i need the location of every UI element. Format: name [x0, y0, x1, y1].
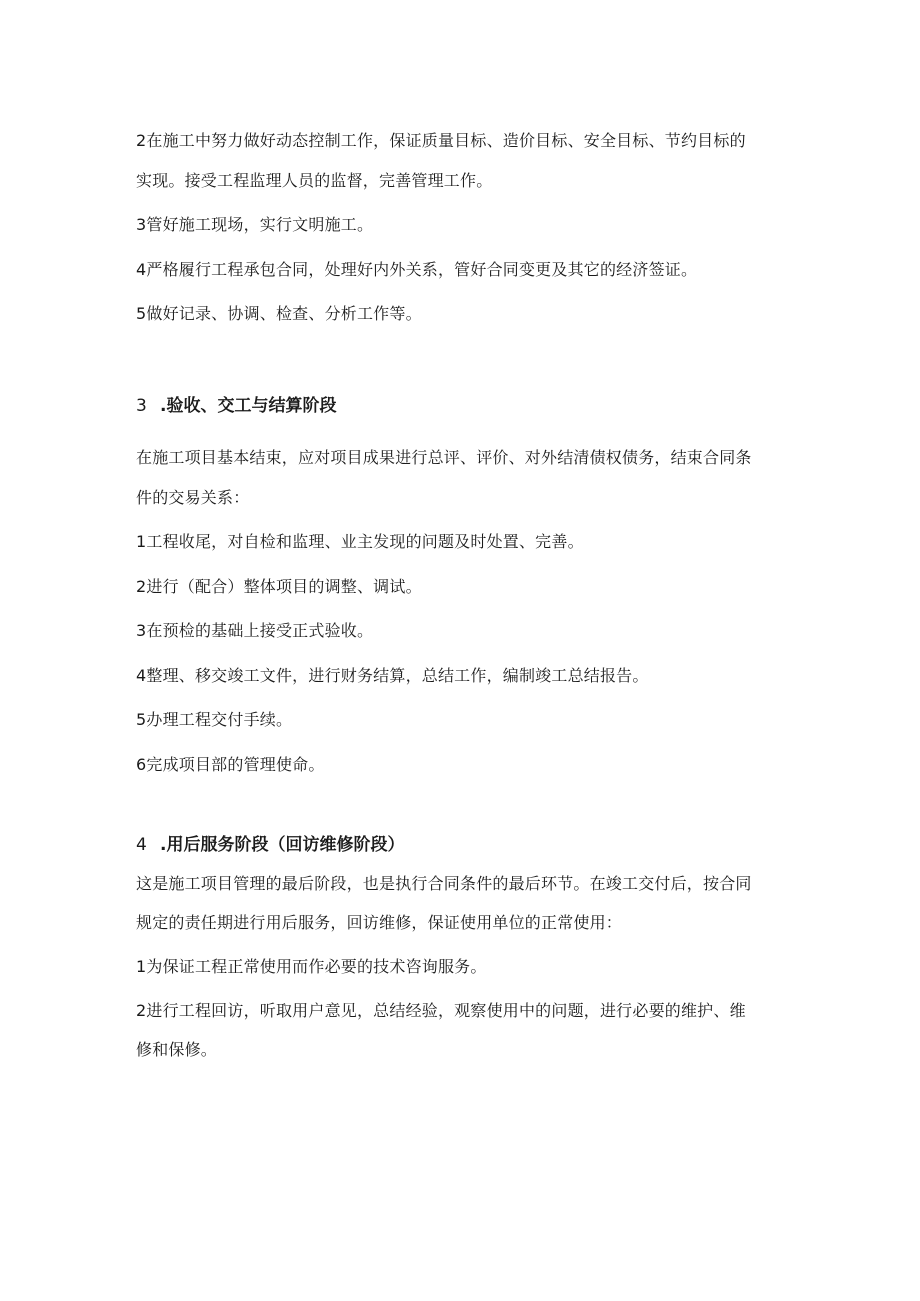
section-3-title: .验收、交工与结算阶段: [160, 396, 337, 416]
section-4-heading: [136, 833, 404, 857]
section-3-item-6: 6完成项目部的管理使命。: [136, 755, 325, 774]
section-3-item-3: 3在预检的基础上接受正式验收。: [136, 621, 374, 640]
section-3-item-1: 1工程收尾，对自检和监理、业主发现的问题及时处置、完善。: [136, 532, 584, 551]
section-3-heading: [136, 394, 336, 418]
section-4-title: .用后服务阶段（回访维修阶段）: [160, 835, 405, 855]
stage2-item-5: 5做好记录、协调、检查、分析工作等。: [136, 304, 422, 323]
stage2-item-2-line2: 实现。接受工程监理人员的监督，完善管理工作。: [136, 171, 493, 190]
section-3-intro-line2: 件的交易关系：: [136, 488, 250, 507]
section-3-item-2: 2进行（配合）整体项目的调整、调试。: [136, 577, 422, 596]
section-4-intro-line2: 规定的责任期进行用后服务，回访维修，保证使用单位的正常使用：: [136, 913, 623, 932]
section-3-item-4: 4整理、移交竣工文件，进行财务结算，总结工作，编制竣工总结报告。: [136, 666, 649, 685]
section-4-intro-line1: 这是施工项目管理的最后阶段，也是执行合同条件的最后环节。在竣工交付后，按合同: [136, 874, 752, 893]
stage2-item-3: 3管好施工现场，实行文明施工。: [136, 215, 374, 234]
section-3-item-5: 5办理工程交付手续。: [136, 710, 293, 729]
section-4-item-1: 1为保证工程正常使用而作必要的技术咨询服务。: [136, 957, 487, 976]
section-4-number: 4: [136, 835, 147, 855]
section-3-intro-line1: 在施工项目基本结束，应对项目成果进行总评、评价、对外结清债权债务，结束合同条: [136, 448, 752, 467]
stage2-item-4: 4严格履行工程承包合同，处理好内外关系，管好合同变更及其它的经济签证。: [136, 260, 698, 279]
section-4-item-2-line2: 修和保修。: [136, 1040, 218, 1059]
section-3-number: 3: [136, 396, 147, 416]
section-4-item-2-line1: 2进行工程回访，听取用户意见，总结经验，观察使用中的问题，进行必要的维护、维: [136, 1001, 746, 1020]
stage2-item-2-line1: 2在施工中努力做好动态控制工作，保证质量目标、造价目标、安全目标、节约目标的: [136, 131, 746, 150]
